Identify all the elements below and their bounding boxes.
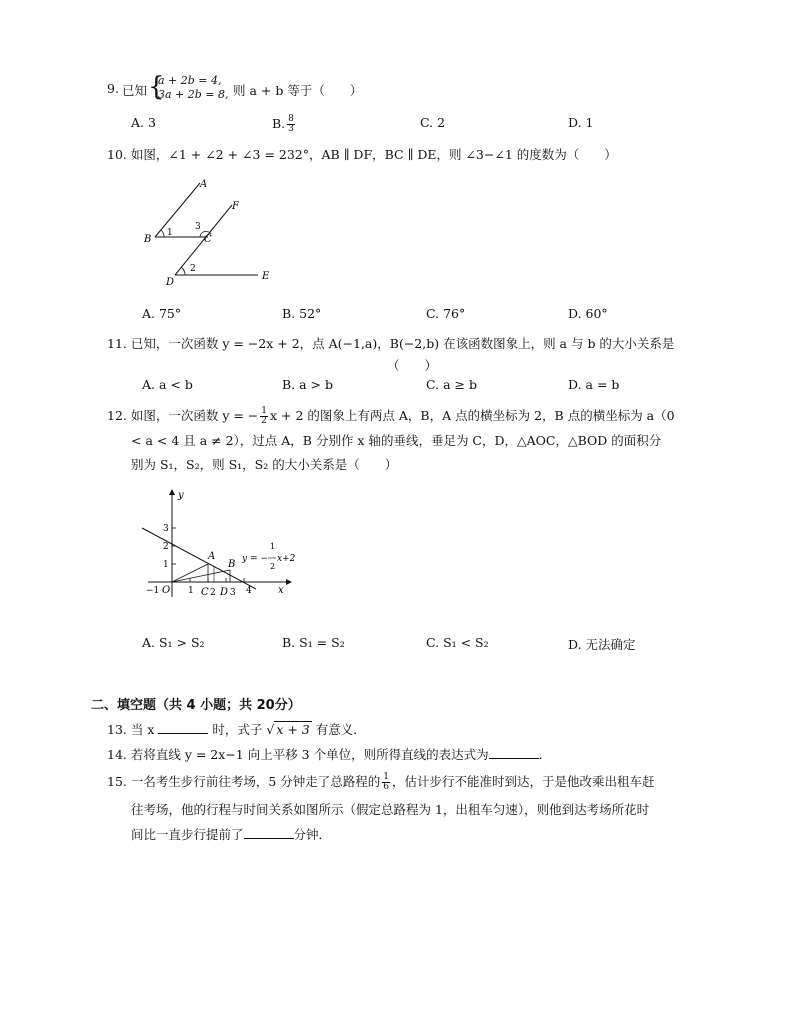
q12-line-2: < a < 4 且 a ≠ 2），过点 A，B 分别作 x 轴的垂线，垂足为 C，D，△AOC，△BOD 的面积分 xyxy=(131,433,662,448)
q13-end: 有意义． xyxy=(315,722,366,737)
q10-line-ba xyxy=(155,183,200,237)
q9-option-d[interactable]: D. 1 xyxy=(568,115,594,130)
q9-number: 9. xyxy=(107,81,119,96)
q12-line-1-start: 12. 如图，一次函数 y = − xyxy=(107,408,259,423)
q12-tick-x1: 1 xyxy=(188,586,194,596)
q10-angle-2-arc xyxy=(181,267,185,275)
q13-line xyxy=(107,720,366,738)
q12-label-o: O xyxy=(162,585,171,596)
q12-function-line xyxy=(142,528,256,589)
q12-tick-y1: 1 xyxy=(163,560,169,570)
q12-figure xyxy=(138,485,298,605)
q12-tick-x4: 4 xyxy=(246,586,252,596)
q9-equation-1: a + 2b = 4, xyxy=(158,74,222,87)
q10-label-a: A xyxy=(200,179,208,190)
q9-option-a[interactable]: A. 3 xyxy=(131,115,156,130)
q10-label-f: F xyxy=(232,201,239,212)
q15-line-3-end: 分钟． xyxy=(293,827,332,842)
q11-option-d[interactable]: D. a = b xyxy=(568,377,620,392)
q12-label-a: A xyxy=(208,551,216,562)
q12-option-c[interactable]: C. S₁ < S₂ xyxy=(426,635,489,650)
q10-label-e: E xyxy=(262,271,270,282)
q10-figure xyxy=(140,175,280,290)
q12-eq-prefix: y = − xyxy=(242,554,268,564)
q12-label-y: y xyxy=(178,490,184,501)
q12-tick-x3: 3 xyxy=(230,588,236,598)
q10-option-d[interactable]: D. 60° xyxy=(568,306,608,321)
q12-eq-num: 1 xyxy=(270,542,276,551)
q15-line-3-start: 间比一直步行提前了 xyxy=(131,827,244,842)
q11-option-b[interactable]: B. a > b xyxy=(282,377,334,392)
q9-equation-2: 3a + 2b = 8, xyxy=(158,88,229,101)
q10-label-angle-1: 1 xyxy=(167,228,173,238)
q13-radical: √ x + 3 xyxy=(266,722,310,737)
q11-answer-paren: （ ） xyxy=(387,358,438,373)
q13-middle: 时，式子 xyxy=(212,722,263,737)
q15-start: 15. 一名考生步行前往考场，5 分钟走了总路程的 xyxy=(107,774,381,789)
q10-label-d: D xyxy=(166,277,175,288)
q15-line-1-end: ，估计步行不能准时到达，于是他改乘出租车赶 xyxy=(392,774,655,789)
q9-option-b[interactable] xyxy=(272,115,297,134)
q15-blank[interactable] xyxy=(244,827,294,839)
q12-eq-suffix: x+2 xyxy=(277,554,296,564)
q12-label-c: C xyxy=(201,587,209,598)
q15-line-2: 往考场，他的行程与时间关系如图所示（假定总路程为 1，出租车匀速），则他到达考场所花时 xyxy=(131,802,650,817)
q12-tick-neg1: −1 xyxy=(146,586,160,596)
q12-option-b[interactable]: B. S₁ = S₂ xyxy=(282,635,345,650)
q12-label-d: D xyxy=(220,587,229,598)
q14-text: 14. 若将直线 y = 2x−1 向上平移 3 个单位，则所得直线的表达式为 xyxy=(107,747,489,762)
q10-option-c[interactable]: C. 76° xyxy=(426,306,466,321)
q10-label-angle-3: 3 xyxy=(195,222,201,232)
q9-lead: 已知 xyxy=(122,83,148,98)
q12-x-axis-arrow xyxy=(286,579,292,585)
q10-angle-1-arc xyxy=(161,230,164,237)
q12-option-d[interactable]: D. 无法确定 xyxy=(568,637,636,652)
q9-option-b-label: B. xyxy=(272,116,286,131)
q12-segment-ob xyxy=(172,570,230,582)
q12-tick-y3: 3 xyxy=(163,524,169,534)
q10-label-c: C xyxy=(204,234,212,245)
q14-line xyxy=(107,745,551,763)
q10-label-angle-2: 2 xyxy=(190,264,196,274)
q15-fraction: $\frac{1}{6}$ xyxy=(383,772,390,792)
q12-line-1 xyxy=(107,406,675,426)
q11-option-c[interactable]: C. a ≥ b xyxy=(426,377,477,392)
q10-label-b: B xyxy=(144,234,152,245)
q9-tail: 则 a + b 等于（ ） xyxy=(233,83,363,98)
q11-option-a[interactable]: A. a < b xyxy=(142,377,193,392)
q14-end: ． xyxy=(538,747,552,762)
q12-line-1-end: x + 2 的图象上有两点 A，B，A 点的横坐标为 2，B 点的横坐标为 a（0 xyxy=(270,408,675,423)
q9-option-b-fraction: $\frac{8}{3}$ xyxy=(288,114,294,134)
q11-text: 11. 已知，一次函数 y = −2x + 2，点 A(−1,a)，B(−2,b) 在该函数图象上，则 a 与 b 的大小关系是 xyxy=(107,336,675,351)
q12-eq-den: 2 xyxy=(270,562,276,571)
q13-blank[interactable] xyxy=(158,722,208,734)
q9-option-c[interactable]: C. 2 xyxy=(420,115,446,130)
q12-option-a[interactable]: A. S₁ > S₂ xyxy=(142,635,205,650)
q12-line-3: 别为 S₁，S₂，则 S₁，S₂ 的大小关系是（ ） xyxy=(131,457,398,472)
q12-label-b: B xyxy=(228,559,236,570)
q10-option-b[interactable]: B. 52° xyxy=(282,306,322,321)
q9-brace: { xyxy=(148,72,165,102)
q10-text: 10. 如图，∠1 + ∠2 + ∠3 = 232°，AB ∥ DF，BC ∥ DE，则 ∠3−∠1 的度数为（ ） xyxy=(107,147,617,162)
section-2-title: 二、填空题（共 4 小题；共 20分） xyxy=(91,698,301,713)
q13-start: 13. 当 x xyxy=(107,722,155,737)
q15-line-1 xyxy=(107,772,655,792)
q10-option-a[interactable]: A. 75° xyxy=(142,306,182,321)
q14-blank[interactable] xyxy=(489,747,539,759)
q12-label-x: x xyxy=(278,585,284,596)
q12-tick-x2: 2 xyxy=(210,588,216,598)
q12-tick-y2: 2 xyxy=(163,542,169,552)
q12-y-axis-arrow xyxy=(169,489,175,495)
q12-fraction: $\frac{1}{2}$ xyxy=(261,406,268,426)
q15-line-3 xyxy=(131,825,331,843)
